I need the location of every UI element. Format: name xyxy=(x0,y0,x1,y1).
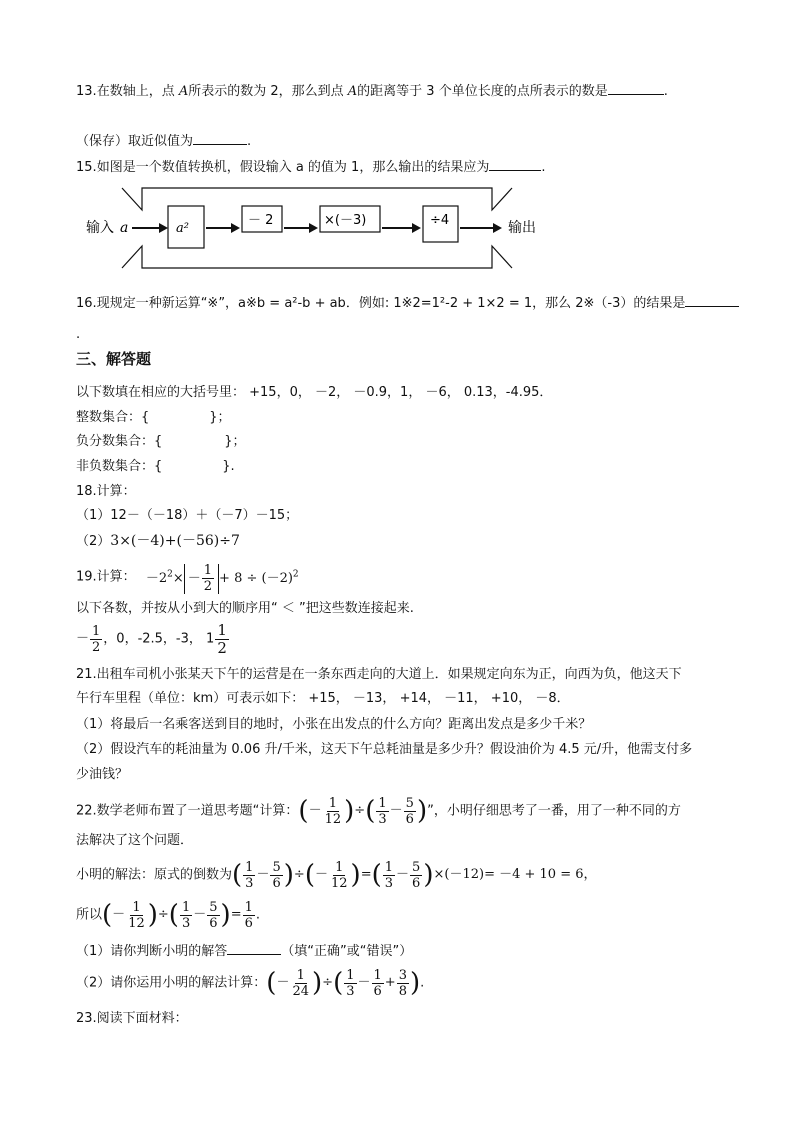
negative-fraction-set xyxy=(76,433,246,451)
numerator: 1 xyxy=(217,620,227,639)
set-end: }； xyxy=(224,434,246,449)
answer-blank[interactable] xyxy=(193,130,247,145)
set-end: }. xyxy=(222,459,235,474)
numerator: 1 xyxy=(378,795,387,811)
question-18-part1 xyxy=(76,507,298,525)
question-18 xyxy=(76,483,136,501)
paren: ( xyxy=(365,796,376,826)
question-21-line1 xyxy=(76,666,682,684)
q-text: （1）12－（－18）＋（－7）－15； xyxy=(76,508,299,523)
q-text: （1）请你判断小明的解答 xyxy=(76,944,228,959)
denominator: 6 xyxy=(405,811,414,827)
question-20 xyxy=(76,600,414,618)
answer-blank[interactable] xyxy=(489,156,541,171)
q-text: 以下各数，并按从小到大的顺序用“ ＜ ”把这些数连接起来. xyxy=(76,601,414,616)
q-text: （1）将最后一名乘客送到目的地时，小张在出发点的什么方向？距离出发点是多少千米？ xyxy=(76,717,592,732)
math-sign: － xyxy=(76,631,90,646)
question-15 xyxy=(76,156,545,177)
q-text: 小明的解法：原式的倒数为 xyxy=(76,867,233,883)
paren: ) xyxy=(416,796,428,826)
output-label: 输出 xyxy=(508,220,536,236)
divide-four-label: ÷4 xyxy=(430,213,450,228)
numerator: 1 xyxy=(92,623,101,639)
set-label: 非负数集合：{ xyxy=(76,459,163,474)
q-text: （2）假设汽车的耗油量为 0.06 升/千米，这天下午总耗油量是多少升？假设油价为 4.5 元/升，他需支付多 xyxy=(76,742,693,757)
q-text: . xyxy=(76,327,81,342)
denominator: 3 xyxy=(378,811,387,827)
q-number: 13. xyxy=(76,84,97,99)
integer-set xyxy=(76,409,231,427)
question-19 xyxy=(76,560,299,594)
q-text: 所表示的数为 2，那么到点 xyxy=(188,84,348,99)
set-end: }； xyxy=(209,410,231,425)
number-list: ，0，-2.5，-3， 1 xyxy=(103,631,215,647)
fraction xyxy=(404,797,416,826)
exponent: 2 xyxy=(167,570,173,580)
q-text: 的距离等于 3 个单位长度的点所表示的数是 xyxy=(357,84,608,99)
math-sign: － xyxy=(187,570,201,586)
minus-two-label: － 2 xyxy=(248,213,274,228)
answer-blank[interactable] xyxy=(608,80,664,95)
fraction xyxy=(215,620,229,657)
input-variable: a xyxy=(120,220,129,236)
q-text: 所以 xyxy=(76,907,103,923)
numerator: 5 xyxy=(405,795,414,811)
math-expression: 3×(－4)+(－56)÷7 xyxy=(110,533,240,549)
square-box-label: a² xyxy=(176,221,189,236)
times-neg-three-label: ×(－3) xyxy=(324,213,367,228)
fraction xyxy=(90,625,102,654)
q-text: 现规定一种新运算“※”，a※b = a²-b + ab．例如: 1※2=1²-2 + 1×2 = 1，那么 2※（-3）的结果是 xyxy=(96,296,686,311)
denominator: 2 xyxy=(217,638,227,657)
q-text: 以下数填在相应的大括号里： +15，0， －2， －0.9̇，1， －6， 0.13，-4.95． xyxy=(76,385,553,400)
answer-blank[interactable] xyxy=(685,292,739,307)
paren: ) xyxy=(344,796,355,826)
question-22-line4: 所以(－ $\frac{1}{12}$ )÷( $\frac{1}{3}$ － $\frac{5}{6}$ )= $\frac{1}{6}$ . xyxy=(76,899,261,931)
denominator: 2 xyxy=(92,639,101,655)
q-text: 如图是一个数值转换机，假设输入 a 的值为 1，那么输出的结果应为 xyxy=(96,160,490,175)
q-text: 少油钱？ xyxy=(76,767,129,782)
denominator: 12 xyxy=(324,811,342,827)
q-text: . xyxy=(541,160,546,175)
q-number: 15. xyxy=(76,160,97,175)
math-op: × xyxy=(172,571,184,587)
set-label: 整数集合：{ xyxy=(76,410,150,425)
q-text: . xyxy=(663,84,668,99)
fraction xyxy=(202,564,214,593)
math-expression xyxy=(145,562,299,594)
numerator: 1 xyxy=(203,562,213,578)
q-text: 在数轴上，点 xyxy=(96,84,179,99)
numerator: 1 xyxy=(328,795,337,811)
set-label: 负分数集合：{ xyxy=(76,434,163,449)
question-16 xyxy=(76,292,739,313)
question-22-line3: 小明的解法：原式的倒数为( $\frac{1}{3}$ － $\frac{5}{6}$ )÷(－ $\frac{1}{12}$ )=( $\frac{1}{3}$ － $\frac{5}{6}$ )×(－12)= －4 + 10 = 6， xyxy=(76,859,597,891)
fraction xyxy=(376,797,388,826)
section-heading xyxy=(76,350,151,368)
exponent: 2 xyxy=(292,570,299,580)
question-21-line4 xyxy=(76,741,692,759)
question-18-part2 xyxy=(76,532,240,551)
point-label: A xyxy=(178,84,189,99)
part-label: （2） xyxy=(76,534,111,549)
question-22-part2: （2）请你运用小明的解法计算：(－ $\frac{1}{24}$ )÷( $\frac{1}{3}$ － $\frac{1}{6}$ + $\frac{3}{8}$ ). xyxy=(76,967,425,999)
q-text: 19.计算： xyxy=(76,569,136,585)
input-label: 输入 xyxy=(86,220,114,236)
question-22-part1 xyxy=(76,940,412,961)
question-13 xyxy=(76,80,668,101)
q-text: 22.数学老师布置了一道思考题“计算： xyxy=(76,803,299,819)
number-conversion-machine xyxy=(80,182,560,274)
q-text: 21.出租车司机小张某天下午的运营是在一条东西走向的大道上．如果规定向东为正，向西为负，他这天下 xyxy=(76,667,682,682)
q-text: （2）请你运用小明的解法计算： xyxy=(76,975,267,991)
question-22-line2 xyxy=(76,832,193,850)
q-text: . xyxy=(247,134,252,149)
q-text: 午行车里程（单位：km）可表示如下： +15， －13， +14， －11， +10， －8． xyxy=(76,691,570,706)
denominator: 2 xyxy=(203,578,213,594)
question-16-end xyxy=(76,326,80,344)
point-label: A xyxy=(347,84,358,99)
question-14 xyxy=(76,130,251,151)
fraction xyxy=(323,797,344,826)
q-text: （保存）取近似值为 xyxy=(76,134,194,149)
math-result: = －4 + 10 = 6， xyxy=(484,867,597,882)
question-21-line2 xyxy=(76,690,570,708)
answer-blank[interactable] xyxy=(227,940,281,955)
q-text: 法解决了这个问题． xyxy=(76,833,194,848)
question-22-line1: 22.数学老师布置了一道思考题“计算：(－ $\frac{1}{12}$ )÷( $\frac{1}{3}$ － $\frac{5}{6}$ )”，小明仔细思考了一番，用了一种不同的方 xyxy=(76,795,681,827)
q-number: 16. xyxy=(76,296,97,311)
question-21-line5 xyxy=(76,766,128,784)
absolute-value xyxy=(184,564,219,594)
q-text: ”，小明仔细思考了一番，用了一种不同的方 xyxy=(427,803,681,819)
question-21-line3 xyxy=(76,716,591,734)
paren: ( xyxy=(298,796,309,826)
math-term: －2 xyxy=(145,571,168,587)
q-text: 18.计算： xyxy=(76,484,136,499)
question-23 xyxy=(76,1010,188,1028)
question-17 xyxy=(76,384,552,402)
nonnegative-set xyxy=(76,458,235,476)
section-title: 三、解答题 xyxy=(76,350,152,368)
math-term: + 8 ÷ (－2) xyxy=(219,571,293,587)
q-text: （填“正确”或“错误”） xyxy=(281,944,413,959)
question-20-numbers xyxy=(76,622,230,657)
q-text: 23.阅读下面材料： xyxy=(76,1011,188,1026)
